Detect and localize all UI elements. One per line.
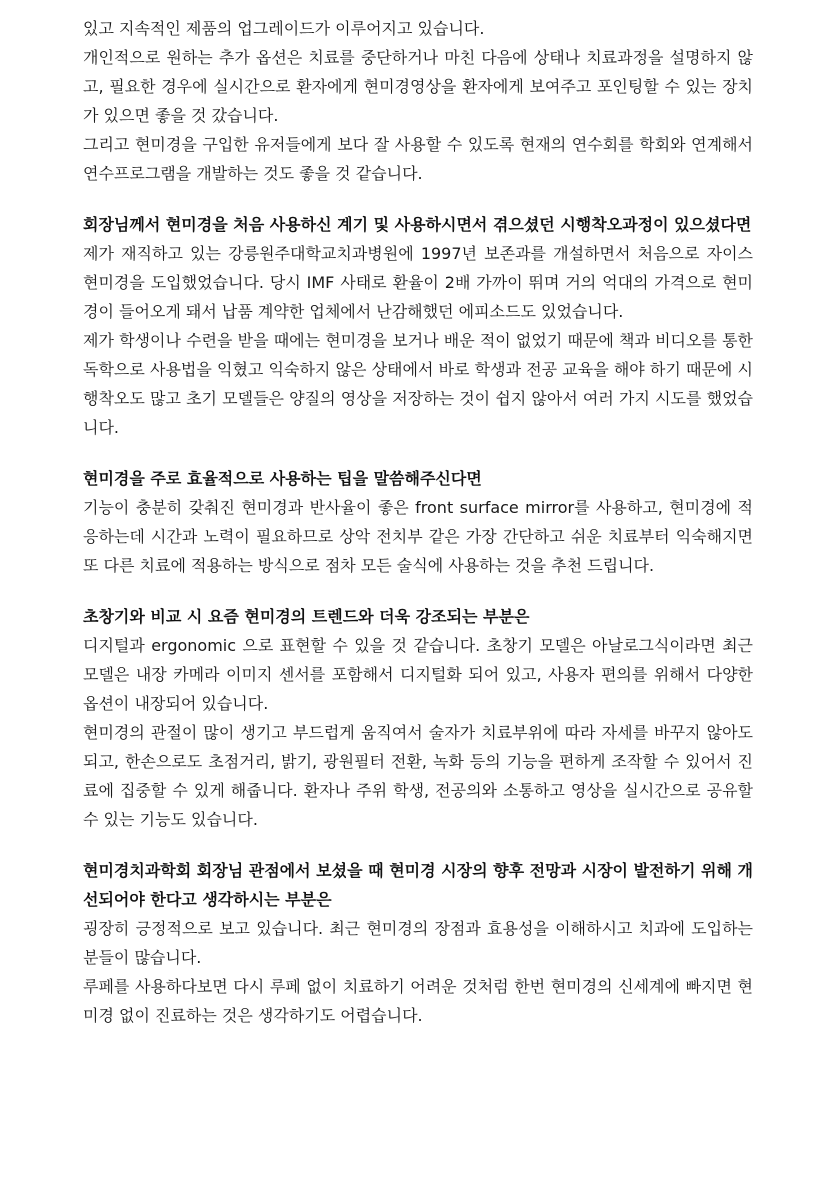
answer-paragraph: 제가 학생이나 수련을 받을 때에는 현미경을 보거나 배운 적이 없었기 때문에 책과 비디오를 통한 독학으로 사용법을 익혔고 익숙하지 않은 상태에서 바로 학생과 전공 교육을 해야 하기 때문에 시행착오도 많고 초기 모델들은 양질의 영상을 저장하는 것이 쉽지 않아서 여러 가지 시도를 했었습니다. [83, 331, 753, 437]
qa-section-trends [83, 602, 753, 834]
answer-paragraph: 현미경의 관절이 많이 생기고 부드럽게 움직여서 술자가 치료부위에 따라 자세를 바꾸지 않아도 되고, 한손으로도 초점거리, 밝기, 광원필터 전환, 녹화 등의 기능을 편하게 조작할 수 있어서 진료에 집중할 수 있게 해줍니다. 환자나 주위 학생, 전공의와 소통하고 영상을 실시간으로 공유할 수 있는 기능도 있습니다. [83, 723, 753, 829]
question-heading: 현미경을 주로 효율적으로 사용하는 팁을 말씀해주신다면 [83, 469, 482, 488]
intro-block [83, 14, 753, 188]
answer-paragraph: 디지털과 ergonomic 으로 표현할 수 있을 것 같습니다. 초창기 모델은 아날로그식이라면 최근 모델은 내장 카메라 이미지 센서를 포함해서 디지털화 되어 있고, 사용자 편의를 위해서 다양한 옵션이 내장되어 있습니다. [83, 636, 753, 713]
intro-paragraph: 있고 지속적인 제품의 업그레이드가 이루어지고 있습니다. [83, 19, 485, 38]
answer-paragraph: 루페를 사용하다보면 다시 루페 없이 치료하기 어려운 것처럼 한번 현미경의 신세계에 빠지면 현미경 없이 진료하는 것은 생각하기도 어렵습니다. [83, 977, 753, 1025]
question-heading: 현미경치과학회 회장님 관점에서 보셨을 때 현미경 시장의 향후 전망과 시장이 발전하기 위해 개선되어야 한다고 생각하시는 부분은 [83, 861, 753, 909]
qa-section-tips [83, 464, 753, 580]
answer-paragraph: 굉장히 긍정적으로 보고 있습니다. 최근 현미경의 장점과 효용성을 이해하시고 치과에 도입하는 분들이 많습니다. [83, 919, 753, 967]
qa-section-outlook [83, 856, 753, 1030]
question-heading: 회장님께서 현미경을 처음 사용하신 계기 및 사용하시면서 겪으셨던 시행착오과정이 있으셨다면 [83, 215, 752, 234]
intro-paragraph: 개인적으로 원하는 추가 옵션은 치료를 중단하거나 마친 다음에 상태나 치료과정을 설명하지 않고, 필요한 경우에 실시간으로 환자에게 현미경영상을 환자에게 보여주고 포인팅할 수 있는 장치가 있으면 좋을 것 갔습니다. [83, 48, 753, 125]
document-page [83, 14, 753, 1030]
qa-section-first-use [83, 210, 753, 442]
question-heading: 초창기와 비교 시 요즘 현미경의 트렌드와 더욱 강조되는 부분은 [83, 607, 530, 626]
intro-paragraph: 그리고 현미경을 구입한 유저들에게 보다 잘 사용할 수 있도록 현재의 연수회를 학회와 연계해서 연수프로그램을 개발하는 것도 좋을 것 같습니다. [83, 135, 753, 183]
answer-paragraph: 기능이 충분히 갖춰진 현미경과 반사율이 좋은 front surface mirror를 사용하고, 현미경에 적응하는데 시간과 노력이 필요하므로 상악 전치부 같은 가장 간단하고 쉬운 치료부터 익숙해지면 또 다른 치료에 적용하는 방식으로 점차 모든 술식에 사용하는 것을 추천 드립니다. [83, 498, 753, 575]
answer-paragraph: 제가 재직하고 있는 강릉원주대학교치과병원에 1997년 보존과를 개설하면서 처음으로 자이스 현미경을 도입했었습니다. 당시 IMF 사태로 환율이 2배 가까이 뛰며 거의 억대의 가격으로 현미경이 들어오게 돼서 납품 계약한 업체에서 난감해했던 에피소드도 있었습니다. [83, 244, 753, 321]
